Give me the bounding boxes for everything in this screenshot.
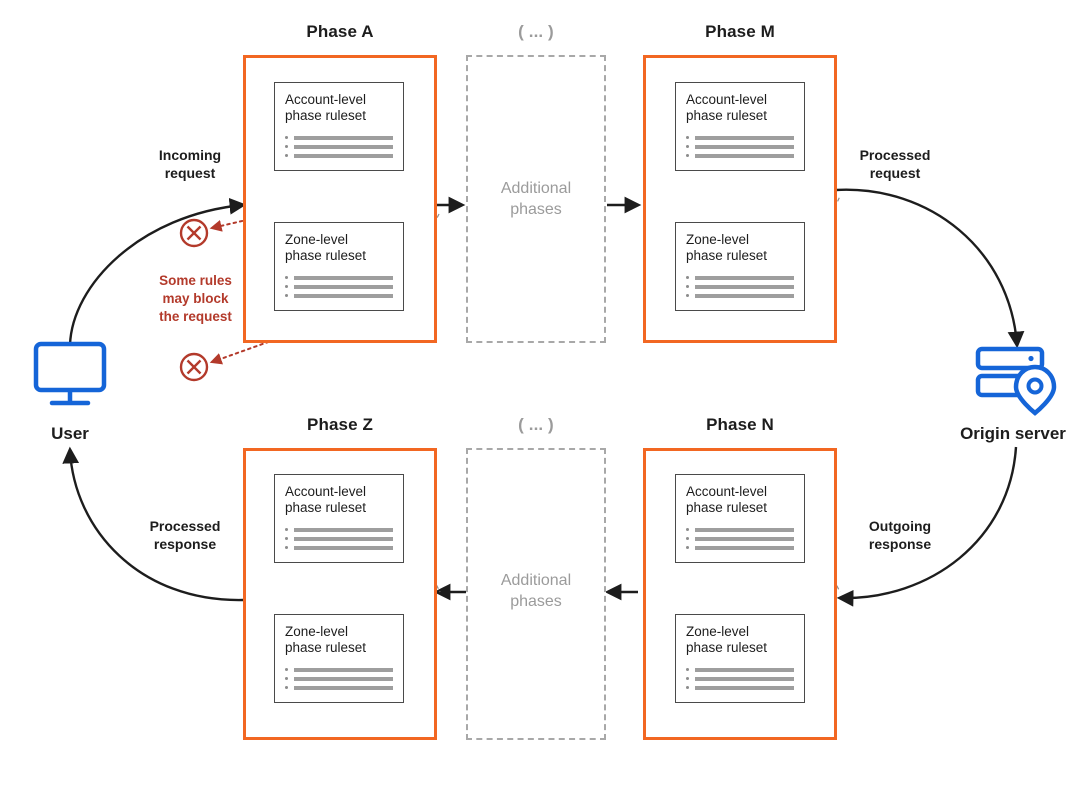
phase-n-account-ruleset[interactable] <box>675 474 805 563</box>
rule-bullet-icon <box>686 145 689 148</box>
ruleset-label-line2: phase ruleset <box>285 640 367 655</box>
rule-bar <box>695 677 794 681</box>
rule-bullet-icon <box>686 528 689 531</box>
outgoing-response-line2: response <box>868 536 932 552</box>
rule-bullet-icon <box>285 528 288 531</box>
rule-list <box>285 273 393 300</box>
phase-m-zone-ruleset[interactable] <box>675 222 805 311</box>
ruleset-label <box>686 232 794 264</box>
rule-bullet-icon <box>285 537 288 540</box>
ruleset-label <box>285 484 393 516</box>
ruleset-label-line1: Account-level <box>686 92 768 107</box>
incoming-request-label <box>130 146 250 182</box>
block-x-icon <box>178 217 210 254</box>
rule-bar <box>294 668 393 672</box>
rule-bar <box>294 276 393 280</box>
rule-bar <box>294 145 393 149</box>
rule-row <box>686 525 794 534</box>
outgoing-response-label <box>840 517 960 553</box>
user-label: User <box>51 424 89 443</box>
additional-phases-line1: Additional <box>500 572 572 589</box>
rule-bar <box>294 546 393 550</box>
phase-n-title: Phase N <box>706 415 774 434</box>
rule-bullet-icon <box>686 686 689 689</box>
rule-row <box>285 525 393 534</box>
ruleset-label-line1: Zone-level <box>686 624 750 639</box>
processed-request-line1: Processed <box>859 147 931 163</box>
rule-bullet-icon <box>686 136 689 139</box>
rule-bullet-icon <box>285 276 288 279</box>
rule-list <box>686 133 794 160</box>
ruleset-label-line2: phase ruleset <box>285 248 367 263</box>
additional-phases-line1: Additional <box>500 180 572 197</box>
phase-a-zone-ruleset[interactable] <box>274 222 404 311</box>
rule-row <box>285 543 393 552</box>
rule-row <box>686 151 794 160</box>
monitor-icon <box>32 340 108 417</box>
rule-bar <box>695 276 794 280</box>
rule-bar <box>695 528 794 532</box>
rule-bar <box>294 677 393 681</box>
ruleset-label-line2: phase ruleset <box>686 640 768 655</box>
ruleset-label-line1: Zone-level <box>686 232 750 247</box>
rule-bullet-icon <box>285 686 288 689</box>
block-note-line2: may block <box>162 291 229 306</box>
ruleset-label <box>686 92 794 124</box>
processed-request-label <box>835 146 955 182</box>
rule-bullet-icon <box>686 677 689 680</box>
rule-row <box>686 142 794 151</box>
phase-a-title: Phase A <box>306 22 374 41</box>
processed-response-line1: Processed <box>149 518 221 534</box>
ruleset-label-line2: phase ruleset <box>686 248 768 263</box>
ruleset-label <box>686 624 794 656</box>
phase-m-account-ruleset[interactable] <box>675 82 805 171</box>
phase-a-account-ruleset[interactable] <box>274 82 404 171</box>
rule-row <box>686 543 794 552</box>
rule-list <box>285 133 393 160</box>
rule-bar <box>695 546 794 550</box>
rule-list <box>285 525 393 552</box>
rule-list <box>686 665 794 692</box>
rule-bar <box>695 145 794 149</box>
rule-row <box>285 674 393 683</box>
additional-phases-bottom-title: ( ... ) <box>518 415 554 434</box>
rule-bullet-icon <box>686 285 689 288</box>
rule-bar <box>695 136 794 140</box>
ruleset-label-line2: phase ruleset <box>285 108 367 123</box>
phase-z-account-ruleset[interactable] <box>274 474 404 563</box>
incoming-request-line2: request <box>164 165 216 181</box>
rule-bullet-icon <box>686 294 689 297</box>
rule-bullet-icon <box>285 145 288 148</box>
ruleset-label <box>285 624 393 656</box>
rule-list <box>285 665 393 692</box>
ruleset-label-line1: Zone-level <box>285 624 349 639</box>
rule-row <box>686 282 794 291</box>
rule-bullet-icon <box>285 294 288 297</box>
rule-bar <box>695 294 794 298</box>
rule-bullet-icon <box>686 276 689 279</box>
rule-bar <box>294 528 393 532</box>
phase-n-zone-ruleset[interactable] <box>675 614 805 703</box>
rule-bullet-icon <box>686 154 689 157</box>
processed-request-line2: request <box>869 165 921 181</box>
processed-response-line2: response <box>153 536 217 552</box>
additional-phases-top-title: ( ... ) <box>518 22 554 41</box>
incoming-request-line1: Incoming <box>158 147 222 163</box>
additional-phases-top-label <box>466 178 606 220</box>
ruleset-label-line1: Account-level <box>686 484 768 499</box>
rule-row <box>686 674 794 683</box>
rule-row <box>285 665 393 674</box>
ruleset-label-line2: phase ruleset <box>686 108 768 123</box>
rule-bar <box>695 285 794 289</box>
origin-server-label: Origin server <box>960 424 1066 443</box>
rule-row <box>285 291 393 300</box>
block-x-icon <box>178 351 210 388</box>
phase-z-title: Phase Z <box>307 415 373 434</box>
rule-row <box>285 683 393 692</box>
phase-m-title: Phase M <box>705 22 775 41</box>
rule-bullet-icon <box>686 668 689 671</box>
ruleset-label <box>285 232 393 264</box>
ruleset-label <box>285 92 393 124</box>
rule-row <box>285 133 393 142</box>
ruleset-label-line2: phase ruleset <box>686 500 768 515</box>
rule-bullet-icon <box>285 154 288 157</box>
rule-bullet-icon <box>285 285 288 288</box>
rule-row <box>686 665 794 674</box>
block-note-line3: the request <box>159 309 232 324</box>
rule-bar <box>695 686 794 690</box>
rule-row <box>285 142 393 151</box>
additional-phases-line2: phases <box>510 201 562 218</box>
ruleset-label-line1: Account-level <box>285 484 367 499</box>
rule-bullet-icon <box>686 546 689 549</box>
rule-bullet-icon <box>285 136 288 139</box>
rule-bar <box>294 154 393 158</box>
rule-row <box>285 534 393 543</box>
ruleset-label-line2: phase ruleset <box>285 500 367 515</box>
ruleset-label-line1: Account-level <box>285 92 367 107</box>
rule-bar <box>294 285 393 289</box>
processed-response-label <box>125 517 245 553</box>
rule-bullet-icon <box>686 537 689 540</box>
rule-row <box>686 534 794 543</box>
rule-row <box>285 282 393 291</box>
rule-row <box>686 133 794 142</box>
server-icon <box>975 345 1061 422</box>
rule-bar <box>695 154 794 158</box>
rule-bar <box>294 294 393 298</box>
rule-bullet-icon <box>285 668 288 671</box>
additional-phases-bottom-label <box>466 570 606 612</box>
rule-list <box>686 273 794 300</box>
block-note <box>128 272 263 326</box>
rule-bar <box>294 537 393 541</box>
rule-bar <box>695 668 794 672</box>
ruleset-label <box>686 484 794 516</box>
rule-row <box>686 273 794 282</box>
rule-bar <box>695 537 794 541</box>
block-note-line1: Some rules <box>159 273 232 288</box>
ruleset-label-line1: Zone-level <box>285 232 349 247</box>
rule-list <box>686 525 794 552</box>
phase-z-zone-ruleset[interactable] <box>274 614 404 703</box>
rule-row <box>686 291 794 300</box>
rule-bullet-icon <box>285 677 288 680</box>
rule-bullet-icon <box>285 546 288 549</box>
rule-row <box>285 273 393 282</box>
additional-phases-line2: phases <box>510 593 562 610</box>
rule-bar <box>294 686 393 690</box>
rule-row <box>686 683 794 692</box>
outgoing-response-line1: Outgoing <box>868 518 932 534</box>
rule-bar <box>294 136 393 140</box>
rule-row <box>285 151 393 160</box>
